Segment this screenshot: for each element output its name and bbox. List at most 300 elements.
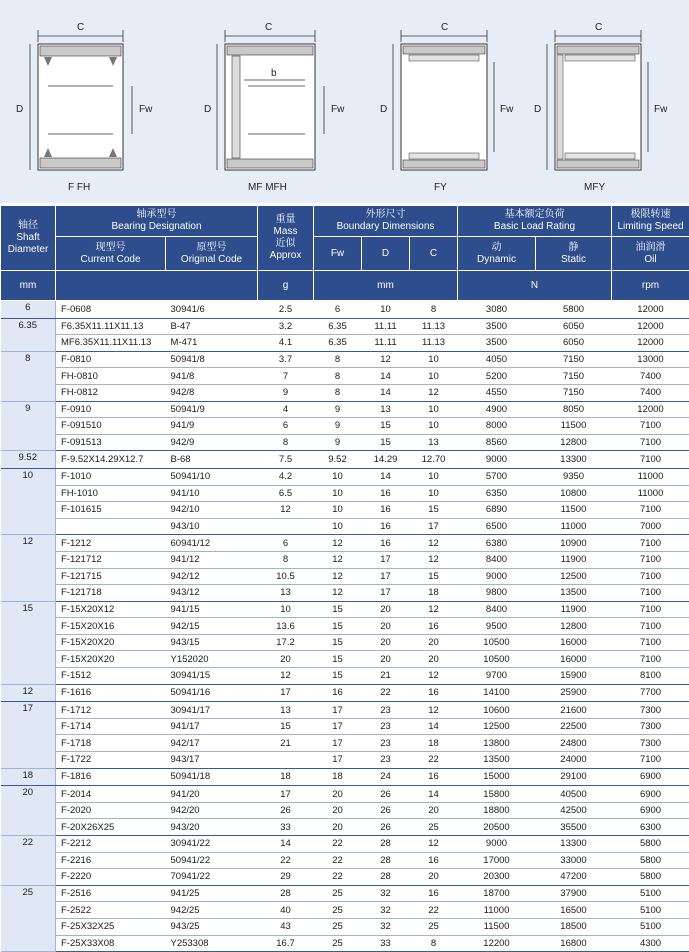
header-designation: 轴承型号 Bearing Designation xyxy=(56,206,258,237)
original-code-cell: 70941/22 xyxy=(166,869,258,886)
speed-cell: 7100 xyxy=(612,535,689,552)
c-cell: 10 xyxy=(410,351,458,368)
d-cell: 22 xyxy=(362,684,410,702)
mass-cell: 10.5 xyxy=(258,568,314,585)
d-cell: 15 xyxy=(362,434,410,451)
mass-cell xyxy=(258,752,314,769)
header-mass: 重量 Mass 近似 Approx xyxy=(258,206,314,271)
table-row xyxy=(1,434,689,451)
table-row xyxy=(1,601,689,618)
static-load-cell: 37900 xyxy=(536,885,612,902)
table-row xyxy=(1,752,689,769)
dynamic-load-cell: 6500 xyxy=(458,518,536,535)
current-code-cell: F-1714 xyxy=(56,718,166,735)
speed-cell: 5100 xyxy=(612,885,689,902)
d-cell: 20 xyxy=(362,651,410,668)
shaft-diameter-cell: 15 xyxy=(1,601,56,684)
dynamic-load-cell: 8560 xyxy=(458,434,536,451)
static-load-cell: 8050 xyxy=(536,401,612,418)
current-code-cell: FH-0810 xyxy=(56,368,166,385)
fw-cell: 25 xyxy=(314,935,362,952)
c-cell: 12 xyxy=(410,668,458,685)
dim-d-label: D xyxy=(380,104,387,115)
dynamic-load-cell: 8400 xyxy=(458,601,536,618)
dim-d-label: D xyxy=(16,104,23,115)
c-cell: 16 xyxy=(410,885,458,902)
dynamic-load-cell: 18800 xyxy=(458,802,536,819)
table-row xyxy=(1,351,689,368)
mass-cell: 17.2 xyxy=(258,634,314,651)
unit-load: N xyxy=(458,271,612,301)
speed-cell: 12000 xyxy=(612,318,689,335)
c-cell: 18 xyxy=(410,735,458,752)
unit-mass: g xyxy=(258,271,314,301)
dim-fw-label: Fw xyxy=(500,104,514,115)
mass-cell: 9 xyxy=(258,384,314,401)
fw-cell: 9 xyxy=(314,434,362,451)
c-cell: 22 xyxy=(410,752,458,769)
fw-cell: 6.35 xyxy=(314,318,362,335)
d-cell: 14 xyxy=(362,384,410,401)
bearing-diagrams-panel xyxy=(0,0,689,203)
table-row xyxy=(1,451,689,469)
speed-cell: 5800 xyxy=(612,852,689,869)
static-load-cell: 13300 xyxy=(536,451,612,469)
d-cell: 16 xyxy=(362,485,410,502)
table-row xyxy=(1,535,689,552)
current-code-cell: F-1512 xyxy=(56,668,166,685)
table-header xyxy=(1,206,689,301)
mass-cell: 8 xyxy=(258,551,314,568)
table-row xyxy=(1,401,689,418)
c-cell: 14 xyxy=(410,718,458,735)
header-d: D xyxy=(362,237,410,271)
mass-cell: 14 xyxy=(258,836,314,853)
static-load-cell: 21600 xyxy=(536,702,612,719)
bearing-spec-table-wrap xyxy=(0,205,689,952)
current-code-cell: F-2522 xyxy=(56,902,166,919)
original-code-cell: Y253308 xyxy=(166,935,258,952)
fw-cell: 15 xyxy=(314,651,362,668)
c-cell: 10 xyxy=(410,468,458,485)
c-cell: 20 xyxy=(410,634,458,651)
d-cell: 28 xyxy=(362,852,410,869)
speed-cell: 7300 xyxy=(612,735,689,752)
header-shaft: 轴径 Shaft Diameter xyxy=(1,206,56,271)
speed-cell: 7300 xyxy=(612,702,689,719)
original-code-cell: 941/20 xyxy=(166,786,258,803)
unit-dims: mm xyxy=(314,271,458,301)
table-row xyxy=(1,684,689,702)
current-code-cell: F-20X26X25 xyxy=(56,819,166,836)
original-code-cell: 30941/17 xyxy=(166,702,258,719)
speed-cell: 13000 xyxy=(612,351,689,368)
current-code-cell: F-121712 xyxy=(56,551,166,568)
static-load-cell: 7150 xyxy=(536,351,612,368)
dynamic-load-cell: 5700 xyxy=(458,468,536,485)
table-row xyxy=(1,468,689,485)
original-code-cell: 941/8 xyxy=(166,368,258,385)
static-load-cell: 25900 xyxy=(536,684,612,702)
d-cell: 23 xyxy=(362,752,410,769)
header-fw: Fw xyxy=(314,237,362,271)
dynamic-load-cell: 18700 xyxy=(458,885,536,902)
dynamic-load-cell: 4550 xyxy=(458,384,536,401)
speed-cell: 7100 xyxy=(612,551,689,568)
d-cell: 16 xyxy=(362,518,410,535)
dynamic-load-cell: 9000 xyxy=(458,568,536,585)
current-code-cell: MF6.35X11.11X11.13 xyxy=(56,335,166,352)
mass-cell: 7.5 xyxy=(258,451,314,469)
fw-cell: 8 xyxy=(314,384,362,401)
current-code-cell: F-2220 xyxy=(56,869,166,886)
dynamic-load-cell: 4900 xyxy=(458,401,536,418)
original-code-cell: 943/25 xyxy=(166,918,258,935)
original-code-cell: M-471 xyxy=(166,335,258,352)
d-cell: 28 xyxy=(362,836,410,853)
static-load-cell: 24800 xyxy=(536,735,612,752)
original-code-cell: B-68 xyxy=(166,451,258,469)
current-code-cell: F-25X32X25 xyxy=(56,918,166,935)
current-code-cell: F-15X20X16 xyxy=(56,618,166,635)
current-code-cell: F-091510 xyxy=(56,418,166,435)
original-code-cell: 943/10 xyxy=(166,518,258,535)
static-load-cell: 40500 xyxy=(536,786,612,803)
mass-cell: 33 xyxy=(258,819,314,836)
speed-cell: 6900 xyxy=(612,802,689,819)
shaft-diameter-cell: 9.52 xyxy=(1,451,56,469)
static-load-cell: 16000 xyxy=(536,651,612,668)
current-code-cell: F-1816 xyxy=(56,768,166,786)
diagram-f-fh xyxy=(16,22,153,193)
mass-cell: 4 xyxy=(258,401,314,418)
c-cell: 15 xyxy=(410,502,458,519)
bearing-diagrams xyxy=(0,0,689,203)
current-code-cell: F-15X20X20 xyxy=(56,651,166,668)
speed-cell: 12000 xyxy=(612,335,689,352)
table-row xyxy=(1,819,689,836)
current-code-cell: F-0810 xyxy=(56,351,166,368)
d-cell: 13 xyxy=(362,401,410,418)
c-cell: 15 xyxy=(410,568,458,585)
table-row xyxy=(1,551,689,568)
table-row xyxy=(1,335,689,352)
dynamic-load-cell: 20500 xyxy=(458,819,536,836)
static-load-cell: 35500 xyxy=(536,819,612,836)
speed-cell: 5800 xyxy=(612,836,689,853)
speed-cell: 7100 xyxy=(612,618,689,635)
d-cell: 11.11 xyxy=(362,318,410,335)
d-cell: 24 xyxy=(362,768,410,786)
static-load-cell: 33000 xyxy=(536,852,612,869)
caption-f-fh: F FH xyxy=(68,182,90,193)
table-row xyxy=(1,301,689,319)
fw-cell: 10 xyxy=(314,518,362,535)
static-load-cell: 47200 xyxy=(536,869,612,886)
fw-cell: 22 xyxy=(314,869,362,886)
shaft-diameter-cell: 18 xyxy=(1,768,56,786)
fw-cell: 8 xyxy=(314,368,362,385)
static-load-cell: 15900 xyxy=(536,668,612,685)
mass-cell: 3.2 xyxy=(258,318,314,335)
mass-cell: 7 xyxy=(258,368,314,385)
d-cell: 17 xyxy=(362,568,410,585)
dynamic-load-cell: 6350 xyxy=(458,485,536,502)
header-original-code: 原型号 Original Code xyxy=(166,237,258,271)
dynamic-load-cell: 20300 xyxy=(458,869,536,886)
speed-cell: 11000 xyxy=(612,485,689,502)
table-row xyxy=(1,869,689,886)
table-row xyxy=(1,384,689,401)
dynamic-load-cell: 17000 xyxy=(458,852,536,869)
table-row xyxy=(1,568,689,585)
c-cell: 16 xyxy=(410,768,458,786)
original-code-cell: 30941/6 xyxy=(166,301,258,319)
table-row xyxy=(1,768,689,786)
dynamic-load-cell: 3500 xyxy=(458,335,536,352)
dynamic-load-cell: 10600 xyxy=(458,702,536,719)
dynamic-load-cell: 14100 xyxy=(458,684,536,702)
shaft-diameter-cell: 10 xyxy=(1,468,56,534)
static-load-cell: 9350 xyxy=(536,468,612,485)
original-code-cell: 941/25 xyxy=(166,885,258,902)
original-code-cell: 50941/16 xyxy=(166,684,258,702)
current-code-cell: F-121715 xyxy=(56,568,166,585)
dynamic-load-cell: 9500 xyxy=(458,618,536,635)
d-cell: 16 xyxy=(362,502,410,519)
dim-c-label: C xyxy=(77,22,84,33)
c-cell: 8 xyxy=(410,935,458,952)
table-row xyxy=(1,418,689,435)
static-load-cell: 6050 xyxy=(536,318,612,335)
original-code-cell: 943/12 xyxy=(166,585,258,602)
caption-mf-mfh: MF MFH xyxy=(248,182,287,193)
table-row xyxy=(1,885,689,902)
current-code-cell: F-15X20X20 xyxy=(56,634,166,651)
dim-d-label: D xyxy=(534,104,541,115)
dynamic-load-cell: 12200 xyxy=(458,935,536,952)
speed-cell: 6900 xyxy=(612,768,689,786)
speed-cell: 7300 xyxy=(612,718,689,735)
speed-cell: 7100 xyxy=(612,752,689,769)
mass-cell: 12 xyxy=(258,668,314,685)
table-row xyxy=(1,802,689,819)
dynamic-load-cell: 6380 xyxy=(458,535,536,552)
dynamic-load-cell: 13500 xyxy=(458,752,536,769)
original-code-cell: 942/8 xyxy=(166,384,258,401)
c-cell: 10 xyxy=(410,418,458,435)
current-code-cell: F-091513 xyxy=(56,434,166,451)
c-cell: 12 xyxy=(410,836,458,853)
d-cell: 26 xyxy=(362,819,410,836)
original-code-cell: 50941/8 xyxy=(166,351,258,368)
dynamic-load-cell: 15800 xyxy=(458,786,536,803)
mass-cell: 20 xyxy=(258,651,314,668)
fw-cell: 10 xyxy=(314,485,362,502)
fw-cell: 20 xyxy=(314,802,362,819)
mass-cell: 12 xyxy=(258,502,314,519)
c-cell: 18 xyxy=(410,585,458,602)
mass-cell: 21 xyxy=(258,735,314,752)
table-row xyxy=(1,735,689,752)
current-code-cell: F-2014 xyxy=(56,786,166,803)
c-cell: 17 xyxy=(410,518,458,535)
static-load-cell: 24000 xyxy=(536,752,612,769)
fw-cell: 9 xyxy=(314,418,362,435)
shaft-diameter-cell: 20 xyxy=(1,786,56,836)
header-speed: 极限转速 Limiting Speed xyxy=(612,206,689,237)
dynamic-load-cell: 3500 xyxy=(458,318,536,335)
speed-cell: 6900 xyxy=(612,786,689,803)
speed-cell: 7000 xyxy=(612,518,689,535)
d-cell: 32 xyxy=(362,885,410,902)
mass-cell: 13.6 xyxy=(258,618,314,635)
current-code-cell: F-1212 xyxy=(56,535,166,552)
header-c: C xyxy=(410,237,458,271)
original-code-cell: 50941/18 xyxy=(166,768,258,786)
c-cell: 16 xyxy=(410,852,458,869)
static-load-cell: 13300 xyxy=(536,836,612,853)
speed-cell: 7400 xyxy=(612,368,689,385)
original-code-cell: 942/20 xyxy=(166,802,258,819)
dim-d-label: D xyxy=(204,104,211,115)
diagram-mf-mfh xyxy=(204,22,345,193)
shaft-diameter-cell: 8 xyxy=(1,351,56,401)
static-load-cell: 6050 xyxy=(536,335,612,352)
dynamic-load-cell: 8000 xyxy=(458,418,536,435)
dynamic-load-cell: 6890 xyxy=(458,502,536,519)
dynamic-load-cell: 11000 xyxy=(458,902,536,919)
table-row xyxy=(1,518,689,535)
speed-cell: 6300 xyxy=(612,819,689,836)
mass-cell: 2.5 xyxy=(258,301,314,319)
c-cell: 11.13 xyxy=(410,318,458,335)
unit-designation xyxy=(56,271,258,301)
header-oil: 油润滑 Oil xyxy=(612,237,689,271)
fw-cell: 15 xyxy=(314,668,362,685)
unit-speed: rpm xyxy=(612,271,689,301)
dynamic-load-cell: 4050 xyxy=(458,351,536,368)
dynamic-load-cell: 11500 xyxy=(458,918,536,935)
fw-cell: 25 xyxy=(314,918,362,935)
dynamic-load-cell: 9800 xyxy=(458,585,536,602)
table-row xyxy=(1,585,689,602)
dim-fw-label: Fw xyxy=(139,104,153,115)
table-row xyxy=(1,634,689,651)
static-load-cell: 16000 xyxy=(536,634,612,651)
d-cell: 21 xyxy=(362,668,410,685)
d-cell: 17 xyxy=(362,585,410,602)
speed-cell: 12000 xyxy=(612,401,689,418)
mass-cell: 15 xyxy=(258,718,314,735)
dynamic-load-cell: 9000 xyxy=(458,836,536,853)
fw-cell: 22 xyxy=(314,852,362,869)
mass-cell: 17 xyxy=(258,684,314,702)
current-code-cell: F-15X20X12 xyxy=(56,601,166,618)
fw-cell: 12 xyxy=(314,568,362,585)
fw-cell: 15 xyxy=(314,634,362,651)
table-row xyxy=(1,836,689,853)
c-cell: 25 xyxy=(410,819,458,836)
original-code-cell: 943/20 xyxy=(166,819,258,836)
current-code-cell: F-25X33X08 xyxy=(56,935,166,952)
static-load-cell: 42500 xyxy=(536,802,612,819)
header-current-code: 现型号 Current Code xyxy=(56,237,166,271)
current-code-cell: F-1010 xyxy=(56,468,166,485)
dynamic-load-cell: 13800 xyxy=(458,735,536,752)
dim-fw-label: Fw xyxy=(331,104,345,115)
original-code-cell: 942/12 xyxy=(166,568,258,585)
table-row xyxy=(1,485,689,502)
mass-cell: 13 xyxy=(258,702,314,719)
mass-cell: 18 xyxy=(258,768,314,786)
d-cell: 15 xyxy=(362,418,410,435)
static-load-cell: 18500 xyxy=(536,918,612,935)
d-cell: 10 xyxy=(362,301,410,319)
dynamic-load-cell: 12500 xyxy=(458,718,536,735)
current-code-cell: F-101615 xyxy=(56,502,166,519)
speed-cell: 7100 xyxy=(612,651,689,668)
fw-cell: 12 xyxy=(314,535,362,552)
c-cell: 16 xyxy=(410,618,458,635)
c-cell: 12 xyxy=(410,535,458,552)
shaft-diameter-cell: 9 xyxy=(1,401,56,451)
c-cell: 14 xyxy=(410,786,458,803)
speed-cell: 7100 xyxy=(612,434,689,451)
c-cell: 20 xyxy=(410,651,458,668)
table-row xyxy=(1,902,689,919)
shaft-diameter-cell: 12 xyxy=(1,684,56,702)
mass-cell: 10 xyxy=(258,601,314,618)
current-code-cell: F-2516 xyxy=(56,885,166,902)
c-cell: 10 xyxy=(410,485,458,502)
original-code-cell: 941/10 xyxy=(166,485,258,502)
mass-cell: 26 xyxy=(258,802,314,819)
original-code-cell: 30941/22 xyxy=(166,836,258,853)
mass-cell: 6 xyxy=(258,418,314,435)
fw-cell: 6 xyxy=(314,301,362,319)
speed-cell: 11000 xyxy=(612,468,689,485)
c-cell: 20 xyxy=(410,869,458,886)
original-code-cell: 50941/22 xyxy=(166,852,258,869)
speed-cell: 7100 xyxy=(612,451,689,469)
mass-cell: 6.5 xyxy=(258,485,314,502)
original-code-cell: 50941/9 xyxy=(166,401,258,418)
original-code-cell: 941/12 xyxy=(166,551,258,568)
dynamic-load-cell: 10500 xyxy=(458,651,536,668)
fw-cell: 25 xyxy=(314,902,362,919)
d-cell: 16 xyxy=(362,535,410,552)
c-cell: 10 xyxy=(410,368,458,385)
fw-cell: 10 xyxy=(314,502,362,519)
d-cell: 20 xyxy=(362,601,410,618)
static-load-cell: 7150 xyxy=(536,368,612,385)
c-cell: 13 xyxy=(410,434,458,451)
dim-c-label: C xyxy=(441,22,448,33)
fw-cell: 17 xyxy=(314,752,362,769)
mass-cell: 6 xyxy=(258,535,314,552)
c-cell: 12 xyxy=(410,601,458,618)
table-row xyxy=(1,702,689,719)
d-cell: 17 xyxy=(362,551,410,568)
c-cell: 10 xyxy=(410,401,458,418)
current-code-cell: F-2212 xyxy=(56,836,166,853)
mass-cell: 4.1 xyxy=(258,335,314,352)
speed-cell: 5800 xyxy=(612,869,689,886)
table-row xyxy=(1,368,689,385)
original-code-cell: 941/15 xyxy=(166,601,258,618)
speed-cell: 7100 xyxy=(612,601,689,618)
